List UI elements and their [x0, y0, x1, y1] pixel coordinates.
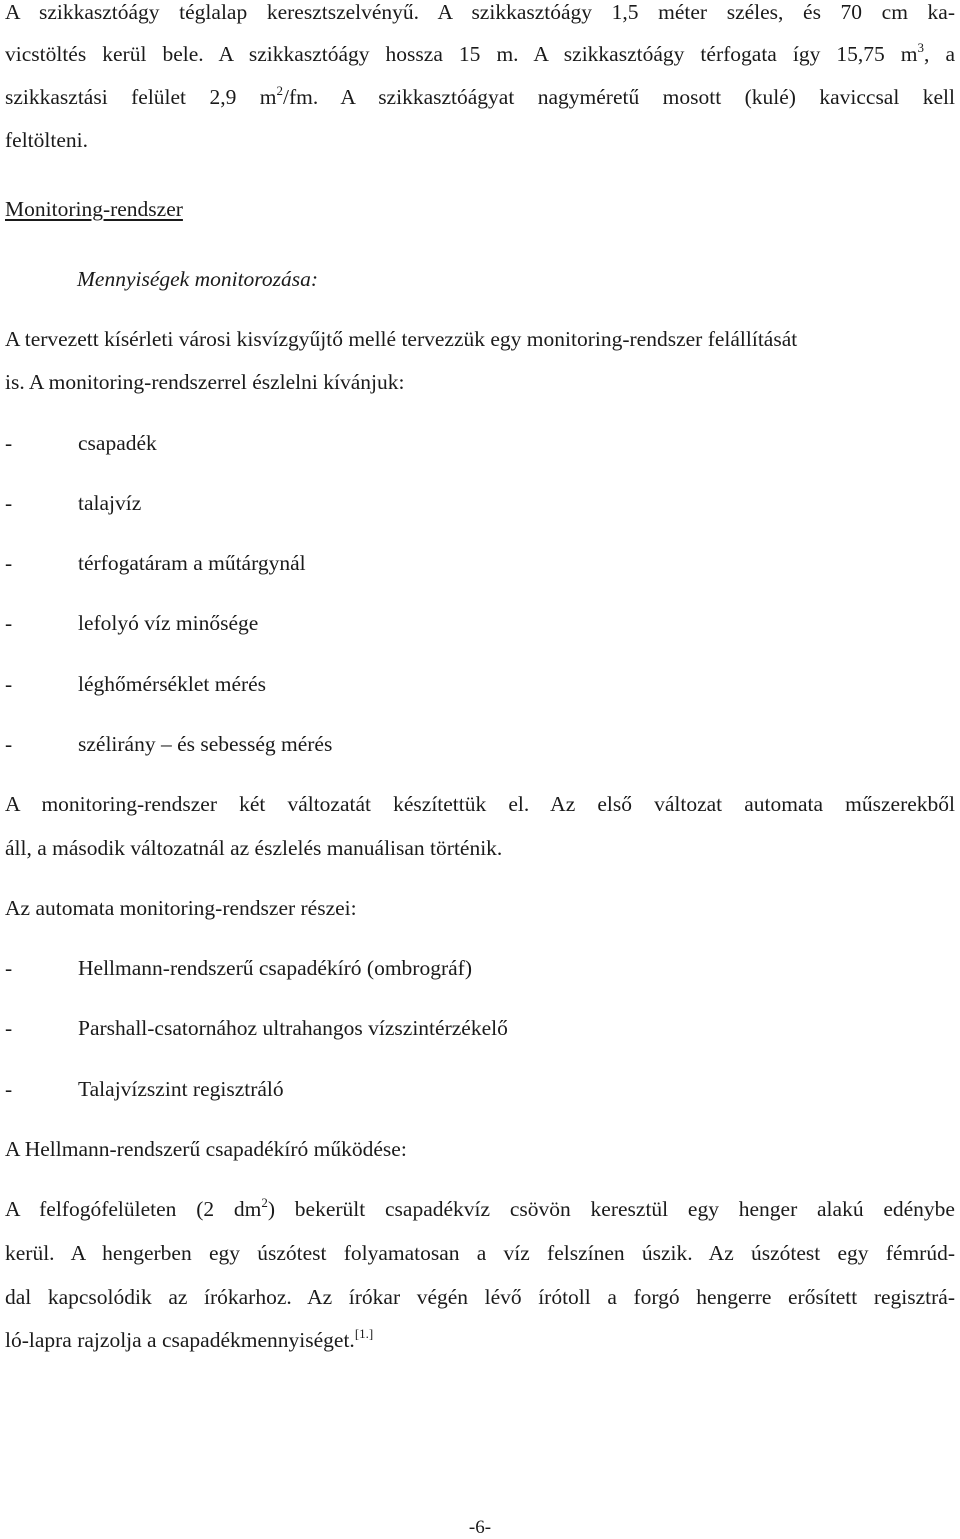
- para2-line-1: A monitoring-rendszer két változatát készítettük el. Az első változat automata műszerekből: [5, 792, 955, 816]
- intro-line-3: [5, 83, 955, 109]
- para4: A Hellmann-rendszerű csapadékíró működése:: [5, 1137, 407, 1161]
- list-dash: -: [5, 672, 13, 696]
- para2-line-2: áll, a második változatnál az észlelés manuálisan történik.: [5, 836, 503, 860]
- intro-line-2: [5, 40, 956, 66]
- superscript-cubic: 3: [917, 40, 925, 55]
- section-heading: Monitoring-rendszer: [5, 197, 183, 221]
- citation-reference: [1.]: [354, 1326, 374, 1341]
- list-dash: -: [5, 611, 13, 635]
- superscript-square: 2: [276, 83, 283, 98]
- para1-line-1: A tervezett kísérleti városi kisvízgyűjtő mellé tervezzük egy monitoring-rendszer felállítását: [5, 327, 798, 351]
- para3: Az automata monitoring-rendszer részei:: [5, 896, 357, 920]
- list-item: talajvíz: [78, 491, 142, 515]
- para5-line-4: [5, 1326, 374, 1352]
- superscript-square: 2: [261, 1195, 268, 1210]
- list-dash: -: [5, 1016, 13, 1040]
- list-dash: -: [5, 1077, 13, 1101]
- intro-line-4: feltölteni.: [5, 128, 88, 152]
- para5-line-1: [5, 1195, 955, 1221]
- list-item: léghőmérséklet mérés: [78, 672, 267, 696]
- para1-line-2: is. A monitoring-rendszerrel észlelni kívánjuk:: [5, 370, 405, 394]
- para5-line-1-end: ) bekerült csapadékvíz csövön keresztül egy henger alakú edénybe: [267, 1197, 955, 1221]
- intro-line-1: A szikkasztóágy téglalap keresztszelvényű. A szikkasztóágy 1,5 méter széles, és 70 cm ka-: [5, 0, 955, 24]
- list-item: csapadék: [78, 431, 157, 455]
- intro-line-2-end: , a: [924, 42, 956, 66]
- para5-line-2: kerül. A hengerben egy úszótest folyamatosan a víz felszínen úszik. Az úszótest egy fémrúd-: [5, 1241, 955, 1265]
- intro-line-3-text: szikkasztási felület 2,9 m: [5, 85, 277, 109]
- para5-line-3: dal kapcsolódik az írókarhoz. Az írókar végén lévő írótoll a forgó hengerre erősített regisztrá-: [5, 1285, 955, 1309]
- list-item: lefolyó víz minősége: [78, 611, 259, 635]
- list-item: Parshall-csatornához ultrahangos vízszintérzékelő: [78, 1016, 508, 1040]
- page-number: -6-: [468, 1517, 492, 1538]
- list-item: Talajvízszint regisztráló: [78, 1077, 284, 1101]
- list-dash: -: [5, 491, 13, 515]
- intro-line-3-end: /fm. A szikkasztóágyat nagyméretű mosott (kulé) kaviccsal kell: [282, 85, 955, 109]
- para5-line-1-text: A felfogófelületen (2 dm: [5, 1197, 262, 1221]
- list-item: Hellmann-rendszerű csapadékíró (ombrográf): [78, 956, 472, 980]
- list-dash: -: [5, 551, 13, 575]
- list-dash: -: [5, 956, 13, 980]
- list-dash: -: [5, 431, 13, 455]
- list-item: térfogatáram a műtárgynál: [78, 551, 306, 575]
- subheading: Mennyiségek monitorozása:: [77, 267, 319, 291]
- intro-line-2-text: vicstöltés kerül bele. A szikkasztóágy hossza 15 m. A szikkasztóágy térfogata így 15,75 m: [5, 42, 918, 66]
- list-item: szélirány – és sebesség mérés: [78, 732, 333, 756]
- para5-line-4-text: ló-lapra rajzolja a csapadékmennyiséget.: [5, 1328, 355, 1352]
- list-dash: -: [5, 732, 13, 756]
